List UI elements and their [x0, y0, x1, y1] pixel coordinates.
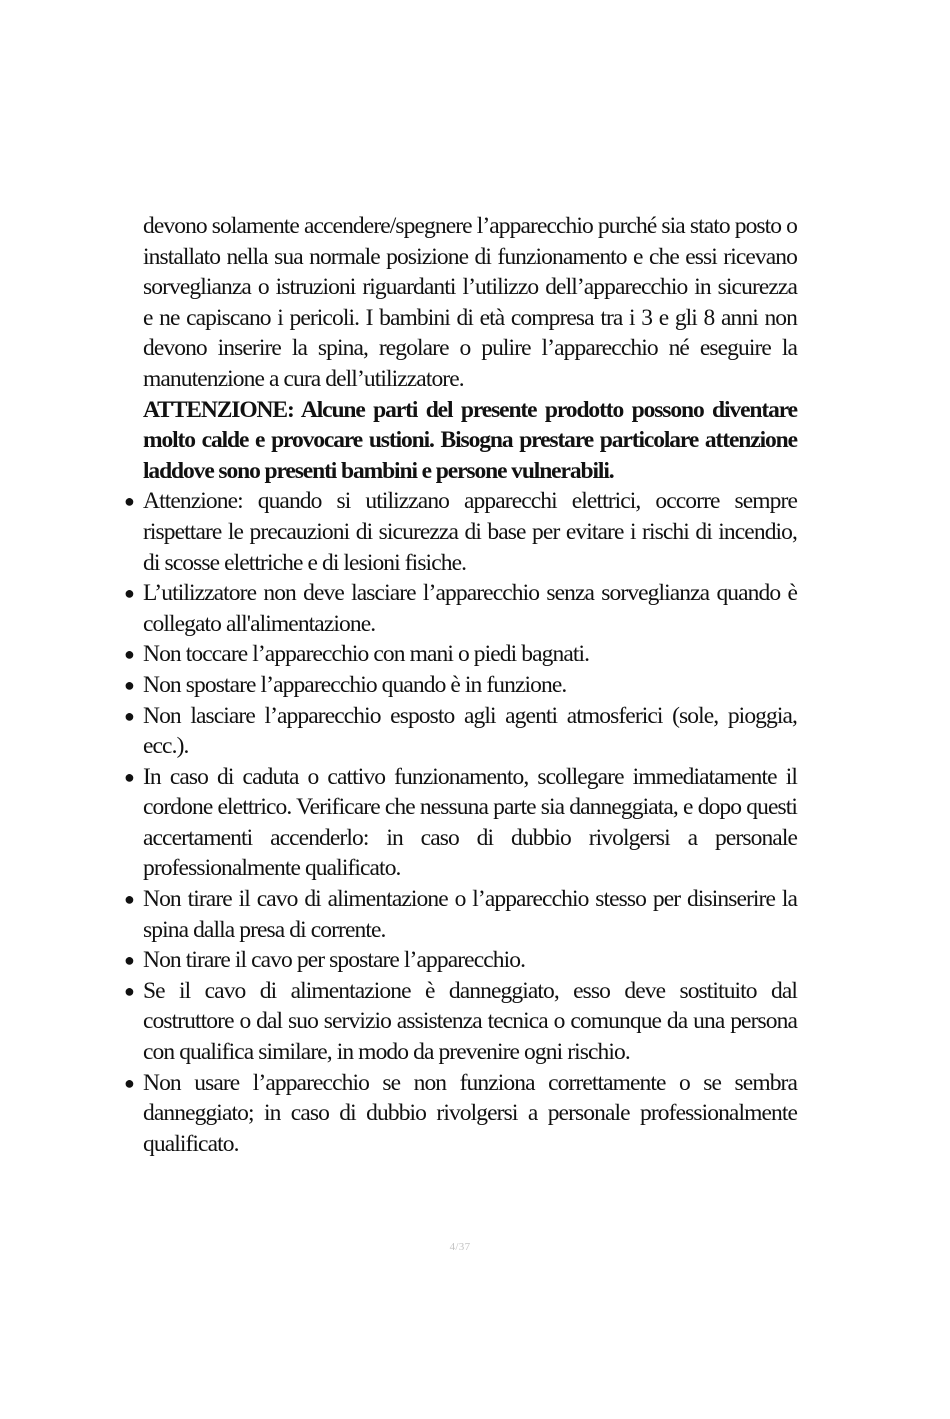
bullet-icon: ●	[124, 980, 134, 1001]
list-item	[124, 701, 797, 762]
list-item	[124, 945, 797, 976]
list-item	[124, 486, 797, 578]
safety-bullet-list	[124, 486, 797, 1159]
list-item	[124, 639, 797, 670]
intro-paragraph: devono solamente accendere/spegnere l’apparecchio purché sia stato posto o installato nella sua normale posizione di funzionamento e che essi ricevano sorveglianza o istruzioni riguardanti l’utilizzo dell’apparecchio in sicurezza e ne capiscano i pericoli. I bambini di età compresa tra i 3 e gli 8 anni non devono inserire la spina, regolare o pulire l’apparecchio né eseguire la manutenzione a cura dell’utilizzatore.	[143, 213, 797, 392]
list-item	[124, 670, 797, 701]
bullet-icon: ●	[124, 644, 134, 665]
list-item	[124, 884, 797, 945]
list-item-text: Non tirare il cavo per spostare l’apparecchio.	[143, 947, 526, 974]
page-number: 4/37	[449, 1241, 471, 1253]
list-item-text: Se il cavo di alimentazione è danneggiato, esso deve sostituito dal costruttore o dal suo servizio assistenza tecnica o comunque da una persona con qualifica similare, in modo da prevenire ogni rischio.	[143, 977, 797, 1066]
list-item-text: Non spostare l’apparecchio quando è in funzione.	[143, 671, 567, 698]
bullet-icon: ●	[124, 1072, 134, 1093]
bullet-icon: ●	[124, 491, 134, 512]
list-item-text: Non lasciare l’apparecchio esposto agli agenti atmosferici (sole, pioggia, ecc.).	[143, 702, 797, 760]
list-item	[124, 1068, 797, 1160]
bullet-icon: ●	[124, 674, 134, 695]
bullet-icon: ●	[124, 950, 134, 971]
list-item-text: Attenzione: quando si utilizzano apparecchi elettrici, occorre sempre rispettare le precauzioni di sicurezza di base per evitare i rischi di incendio, di scosse elettriche e di lesioni fisiche.	[143, 488, 797, 576]
list-item	[124, 762, 797, 884]
warning-paragraph: ATTENZIONE: Alcune parti del presente prodotto possono diventare molto calde e provocare ustioni. Bisogna prestare particolare attenzione laddove sono presenti bambini e persone vulnerabili.	[143, 396, 797, 484]
list-item-text: L’utilizzatore non deve lasciare l’apparecchio senza sorveglianza quando è collegato all'alimentazione.	[143, 580, 797, 637]
list-item	[124, 976, 797, 1068]
bullet-icon: ●	[124, 766, 134, 787]
bullet-icon: ●	[124, 889, 134, 910]
list-item	[124, 578, 797, 639]
document-body	[124, 211, 797, 1159]
list-item-text: In caso di caduta o cattivo funzionamento, scollegare immediatamente il cordone elettrico. Verificare che nessuna parte sia danneggiata, e dopo questi accertamenti accenderlo: in caso di dubbio rivolgersi a personale professionalmente qualificato.	[143, 763, 797, 882]
list-item-text: Non tirare il cavo di alimentazione o l’apparecchio stesso per disinserire la spina dalla presa di corrente.	[143, 886, 797, 943]
bullet-icon: ●	[124, 583, 134, 604]
list-item-text: Non toccare l’apparecchio con mani o piedi bagnati.	[143, 641, 590, 668]
list-item-text: Non usare l’apparecchio se non funziona correttamente o se sembra danneggiato; in caso di dubbio rivolgersi a personale professionalmente qualificato.	[143, 1069, 797, 1157]
bullet-icon: ●	[124, 705, 134, 726]
